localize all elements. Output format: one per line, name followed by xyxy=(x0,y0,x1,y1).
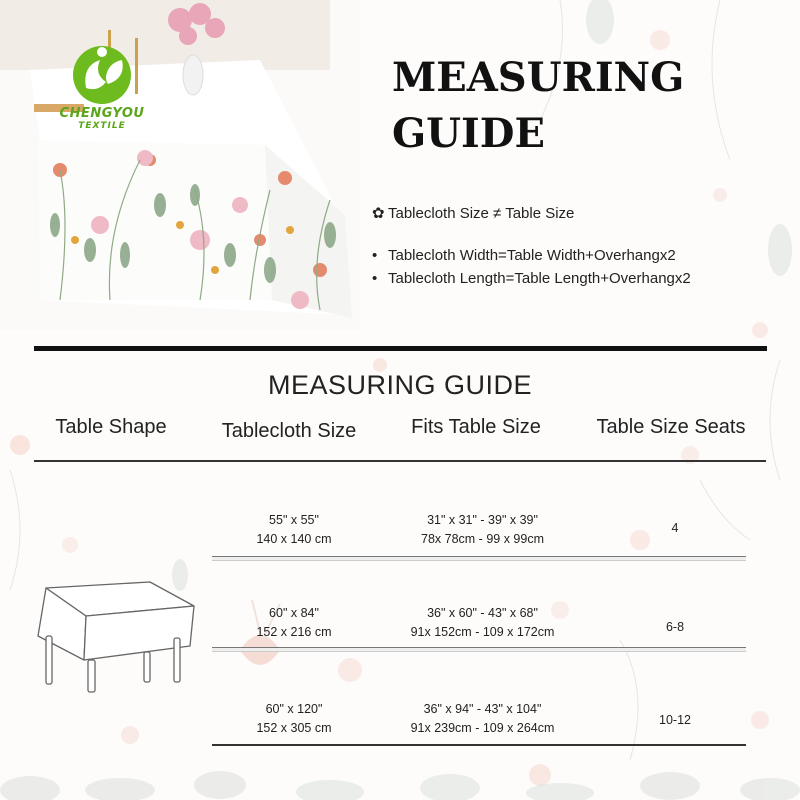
fit-inches: 36" x 60" - 43" x 68" xyxy=(427,606,538,620)
size-inches: 60" x 120" xyxy=(265,702,323,716)
brand-logo xyxy=(52,44,152,134)
chengyou-leaf-logo-icon xyxy=(52,44,152,106)
page-title xyxy=(392,50,782,162)
row-rule xyxy=(212,647,746,652)
brand-name: CHENGYOU xyxy=(59,106,145,121)
size-cm: 152 x 305 cm xyxy=(256,721,332,735)
section-divider xyxy=(34,346,767,351)
fits-table-size-cell xyxy=(380,700,585,738)
row-rule xyxy=(212,556,746,561)
bottom-rule xyxy=(212,744,746,746)
column-header-seats: Table Size Seats xyxy=(596,416,746,438)
note-text: Tablecloth Length=Table Length+Overhangx2 xyxy=(388,270,691,287)
dot-bullet-icon: • xyxy=(372,247,378,264)
note-text: Tablecloth Width=Table Width+Overhangx2 xyxy=(388,247,676,264)
note-text: Tablecloth Size ≠ Table Size xyxy=(388,205,575,222)
tablecloth-size-cell xyxy=(224,604,364,642)
rectangular-table-icon xyxy=(24,574,200,694)
column-header-fits-table-size: Fits Table Size xyxy=(411,416,541,438)
seats-cell: 10-12 xyxy=(659,713,691,727)
note-item xyxy=(372,270,691,287)
fit-inches: 36" x 94" - 43" x 104" xyxy=(423,702,542,716)
fit-cm: 78x 78cm - 99 x 99cm xyxy=(421,532,544,546)
flower-bullet-icon: ✿ xyxy=(372,205,385,222)
size-inches: 55" x 55" xyxy=(269,513,319,527)
note-item xyxy=(372,204,574,222)
seats-cell: 6-8 xyxy=(665,620,685,634)
fit-cm: 91x 239cm - 109 x 264cm xyxy=(410,721,555,735)
size-cm: 152 x 216 cm xyxy=(256,625,332,639)
size-inches: 60" x 84" xyxy=(269,606,319,620)
column-header-table-shape: Table Shape xyxy=(55,416,167,438)
note-item xyxy=(372,247,676,264)
title-line-1: MEASURING xyxy=(392,54,685,101)
tablecloth-size-cell xyxy=(224,511,364,549)
tablecloth-size-cell xyxy=(224,700,364,738)
guide-title: MEASURING GUIDE xyxy=(267,370,533,400)
seats-cell: 4 xyxy=(671,521,679,535)
header-rule xyxy=(34,460,766,462)
fits-table-size-cell xyxy=(380,511,585,549)
size-cm: 140 x 140 cm xyxy=(256,532,332,546)
dot-bullet-icon: • xyxy=(372,270,378,287)
brand-sub: TEXTILE xyxy=(78,121,126,131)
fit-inches: 31" x 31" - 39" x 39" xyxy=(427,513,538,527)
column-header-tablecloth-size: Tablecloth Size xyxy=(221,420,357,442)
title-line-2: GUIDE xyxy=(392,110,545,157)
fits-table-size-cell xyxy=(380,604,585,642)
fit-cm: 91x 152cm - 109 x 172cm xyxy=(410,625,555,639)
